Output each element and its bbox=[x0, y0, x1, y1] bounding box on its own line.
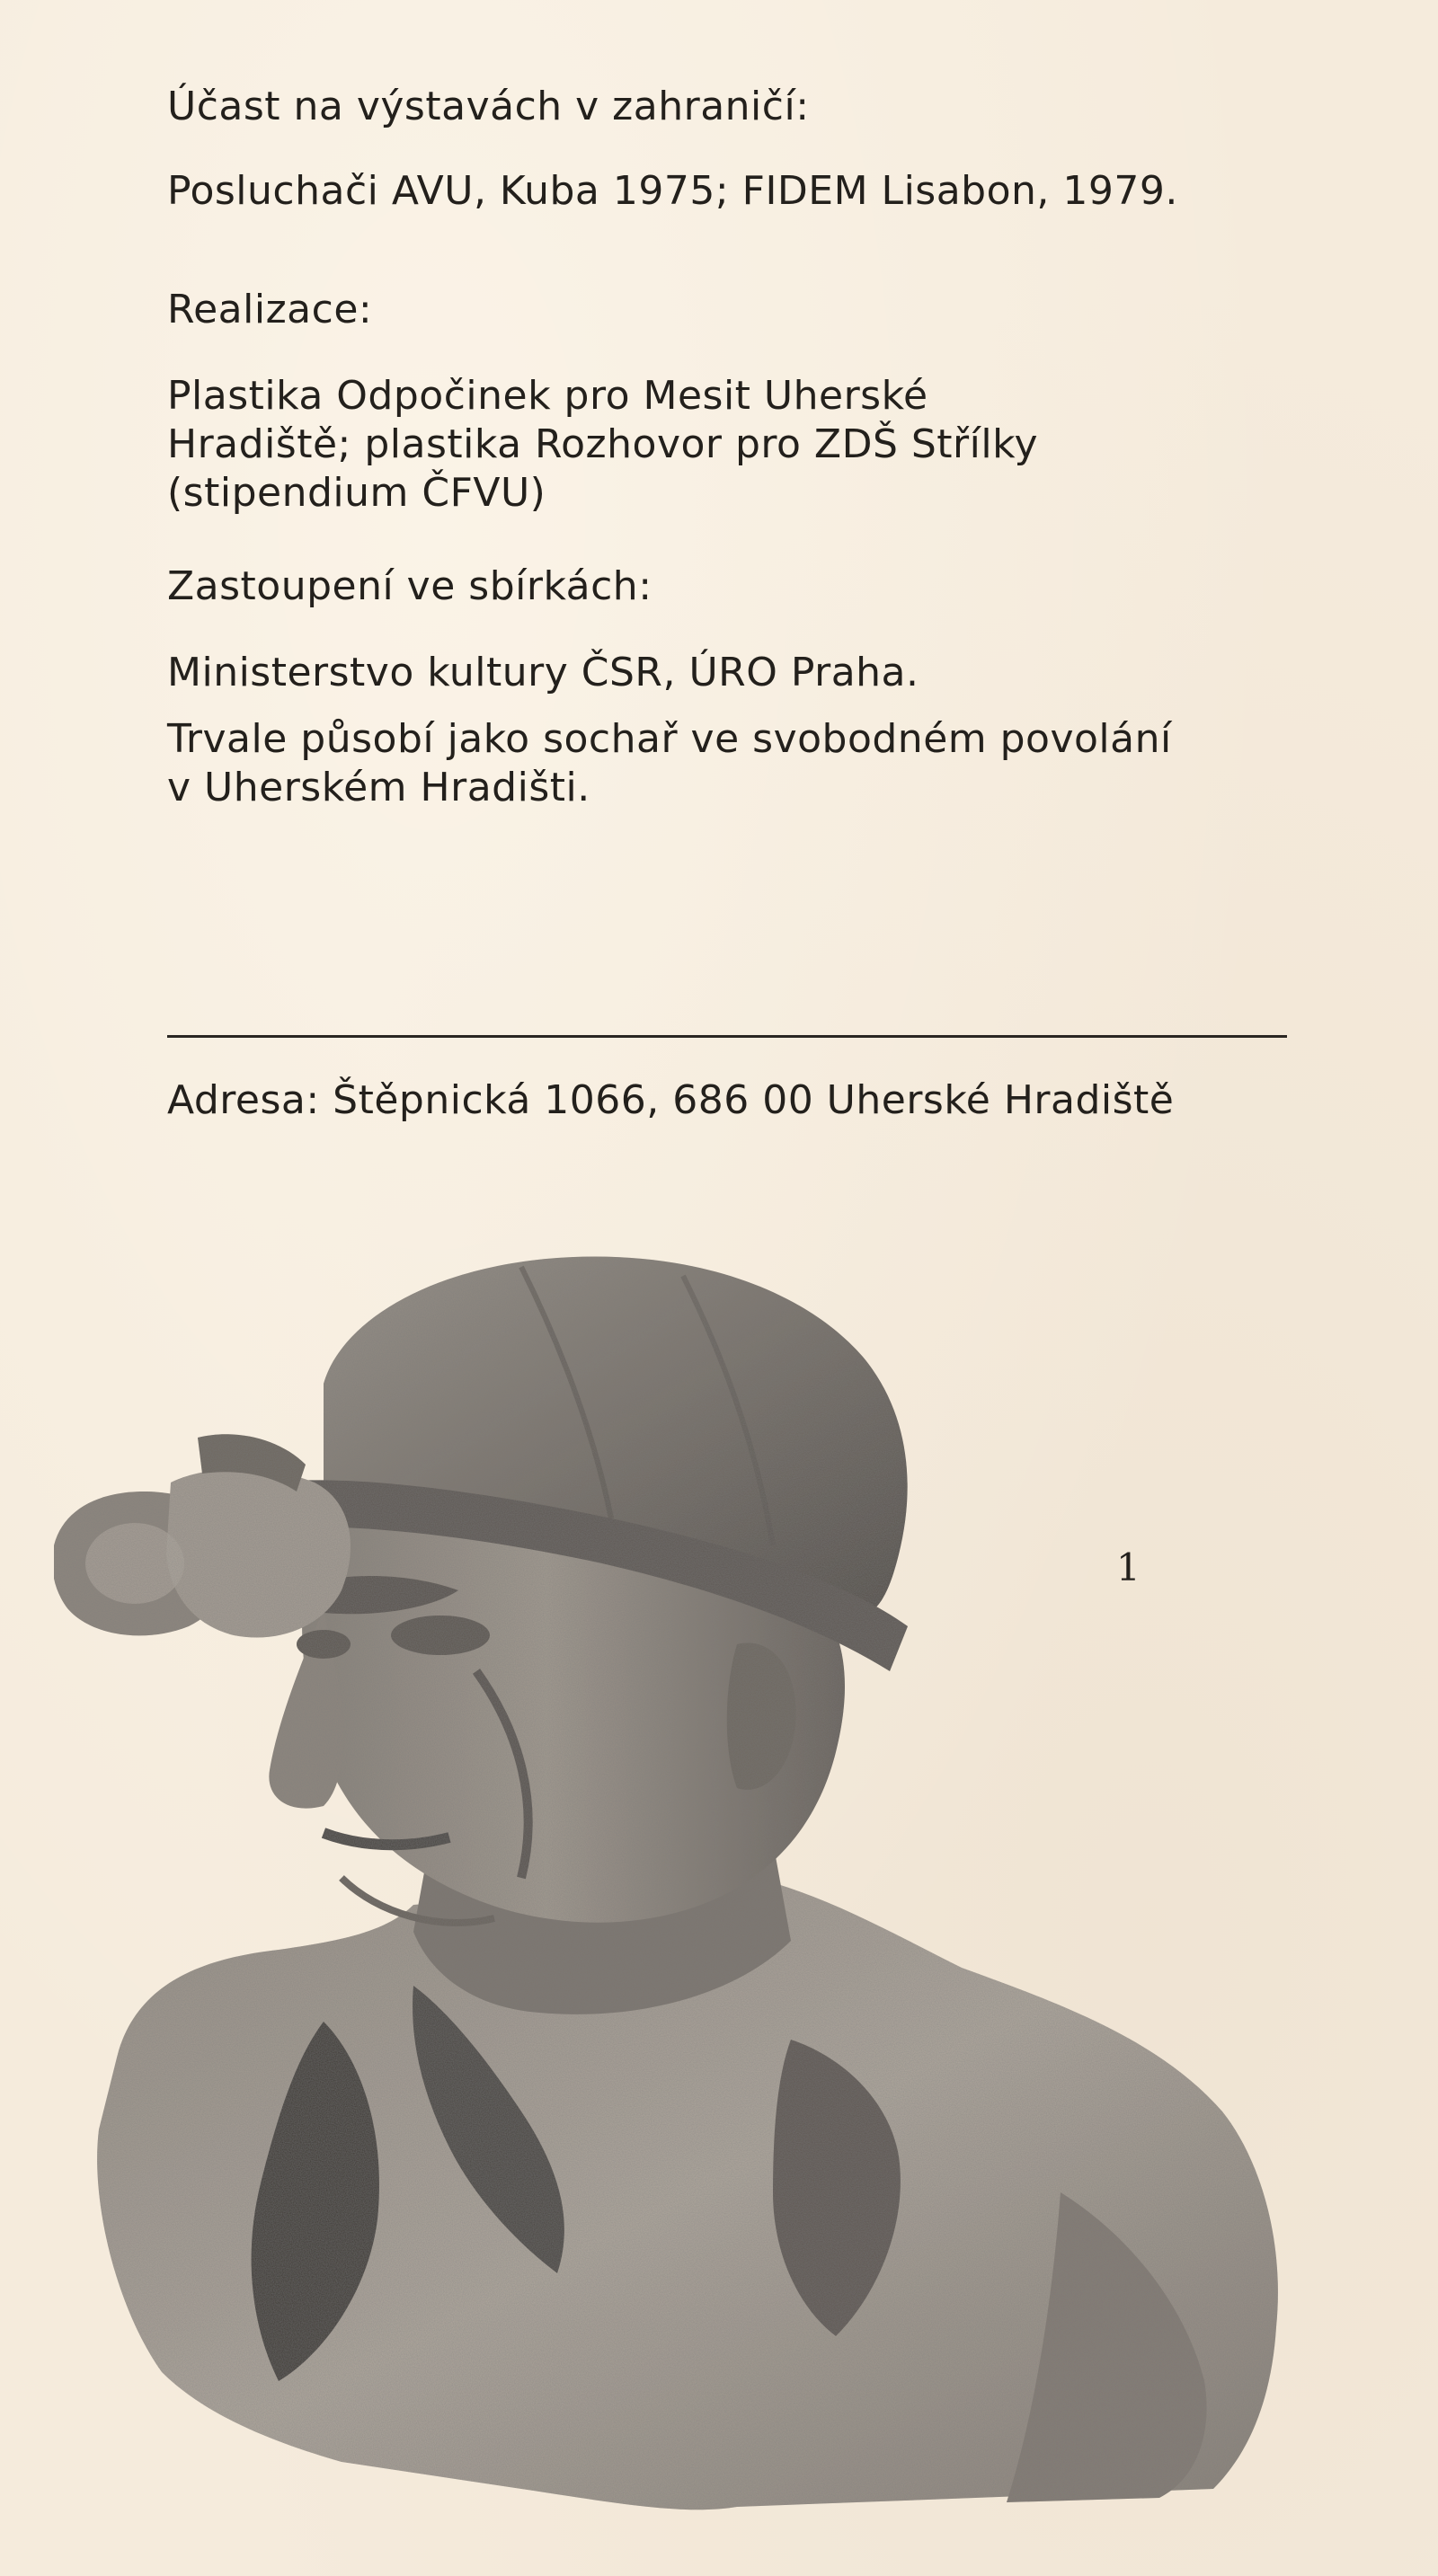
realizations-line: Hradiště; plastika Rozhovor pro ZDŠ Střílky bbox=[167, 421, 1039, 467]
heading-exhibitions-abroad bbox=[167, 83, 1300, 131]
career-line: v Uherském Hradišti. bbox=[167, 765, 590, 810]
sculpture-bust-photo-icon bbox=[54, 1249, 1312, 2543]
address-text: Adresa: Štěpnická 1066, 686 00 Uherské Hradiště bbox=[167, 1077, 1175, 1123]
exhibitions-list bbox=[167, 167, 1300, 216]
career-paragraph bbox=[167, 715, 1300, 812]
heading-realizations bbox=[167, 286, 1300, 334]
realizations-line: Plastika Odpočinek pro Mesit Uherské bbox=[167, 373, 928, 419]
exhibitions-text: Posluchači AVU, Kuba 1975; FIDEM Lisabon, 1979. bbox=[167, 168, 1178, 214]
heading-realizations-text: Realizace: bbox=[167, 287, 373, 332]
realizations-line: (stipendium ČFVU) bbox=[167, 470, 546, 516]
collections-line: Ministerstvo kultury ČSR, ÚRO Praha. bbox=[167, 650, 919, 695]
heading-exhibitions-text: Účast na výstavách v zahraničí: bbox=[167, 84, 810, 129]
collections-text bbox=[167, 649, 1300, 697]
realizations-paragraph bbox=[167, 372, 1300, 518]
heading-collections-text: Zastoupení ve sbírkách: bbox=[167, 563, 652, 609]
figure-number: 1 bbox=[1116, 1545, 1141, 1589]
heading-collections bbox=[167, 562, 1300, 611]
address-line bbox=[167, 1076, 1300, 1125]
horizontal-divider bbox=[167, 1035, 1287, 1038]
career-line: Trvale působí jako sochař ve svobodném povolání bbox=[167, 716, 1172, 762]
